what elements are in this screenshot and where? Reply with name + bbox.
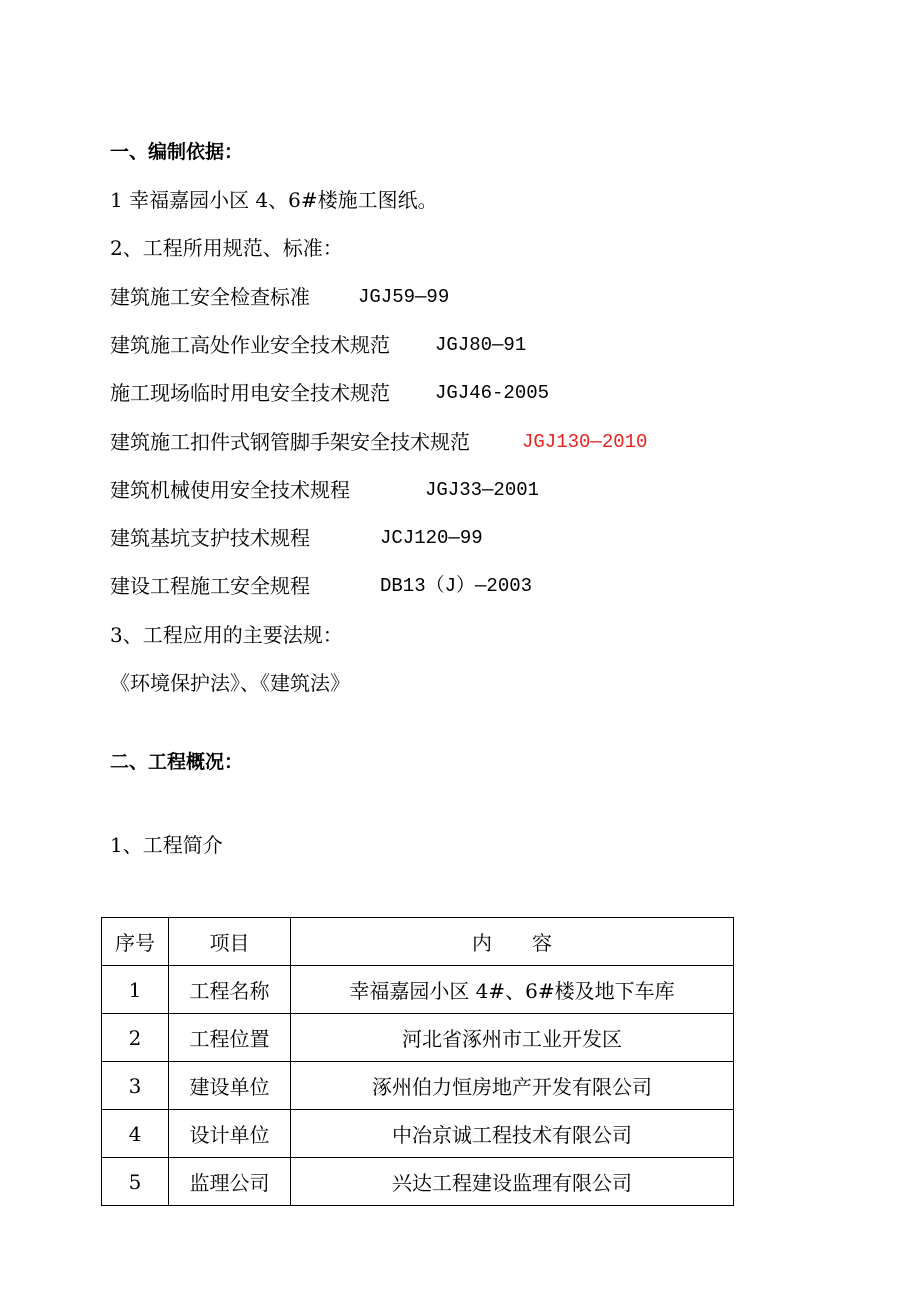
table-header-row	[102, 918, 734, 966]
row-content: 河北省涿州市工业开发区	[291, 1014, 734, 1062]
row-index: 5	[102, 1158, 169, 1206]
section2-heading: 二、工程概况：	[110, 751, 244, 773]
table-row	[102, 1110, 734, 1158]
standards-heading: 2、工程所用规范、标准：	[110, 236, 343, 260]
row-item: 工程名称	[169, 966, 291, 1014]
drawing-reference: 1 幸福嘉园小区 4、6#楼施工图纸。	[110, 188, 438, 212]
standard-code: JGJ59—99	[358, 286, 450, 308]
standard-code: JGJ46-2005	[435, 382, 550, 404]
table-row	[102, 1158, 734, 1206]
row-item: 设计单位	[169, 1110, 291, 1158]
row-content: 幸福嘉园小区 4#、6#楼及地下车库	[291, 966, 734, 1014]
row-content: 兴达工程建设监理有限公司	[291, 1158, 734, 1206]
standard-name: 建设工程施工安全规程	[110, 574, 310, 598]
header-content: 内 容	[291, 918, 734, 966]
row-content: 中冶京诚工程技术有限公司	[291, 1110, 734, 1158]
row-index: 2	[102, 1014, 169, 1062]
row-item: 建设单位	[169, 1062, 291, 1110]
laws-heading: 3、工程应用的主要法规：	[110, 623, 343, 647]
row-item: 监理公司	[169, 1158, 291, 1206]
table-row	[102, 1014, 734, 1062]
standard-name: 建筑施工扣件式钢管脚手架安全技术规范	[110, 430, 470, 454]
row-index: 3	[102, 1062, 169, 1110]
project-intro-heading: 1、工程简介	[110, 833, 223, 857]
standard-name: 建筑机械使用安全技术规程	[110, 478, 350, 502]
standard-name: 建筑基坑支护技术规程	[110, 526, 310, 550]
laws-list: 《环境保护法》、《建筑法》	[110, 671, 350, 695]
header-item: 项目	[169, 918, 291, 966]
row-content: 涿州伯力恒房地产开发有限公司	[291, 1062, 734, 1110]
row-item: 工程位置	[169, 1014, 291, 1062]
section1-heading: 一、编制依据：	[110, 141, 244, 163]
standard-code: JGJ33—2001	[425, 479, 540, 501]
row-index: 4	[102, 1110, 169, 1158]
standard-code: JCJ120—99	[380, 527, 483, 549]
table-row	[102, 1062, 734, 1110]
header-index: 序号	[102, 918, 169, 966]
standard-name: 施工现场临时用电安全技术规范	[110, 381, 390, 405]
standard-code-highlighted: JGJ130—2010	[522, 431, 648, 453]
standard-code: DB13（J）—2003	[380, 575, 533, 597]
standard-name: 建筑施工高处作业安全技术规范	[110, 333, 390, 357]
project-info-table	[101, 917, 734, 1206]
standard-code: JGJ80—91	[435, 334, 527, 356]
table-row	[102, 966, 734, 1014]
row-index: 1	[102, 966, 169, 1014]
standard-name: 建筑施工安全检查标准	[110, 285, 310, 309]
